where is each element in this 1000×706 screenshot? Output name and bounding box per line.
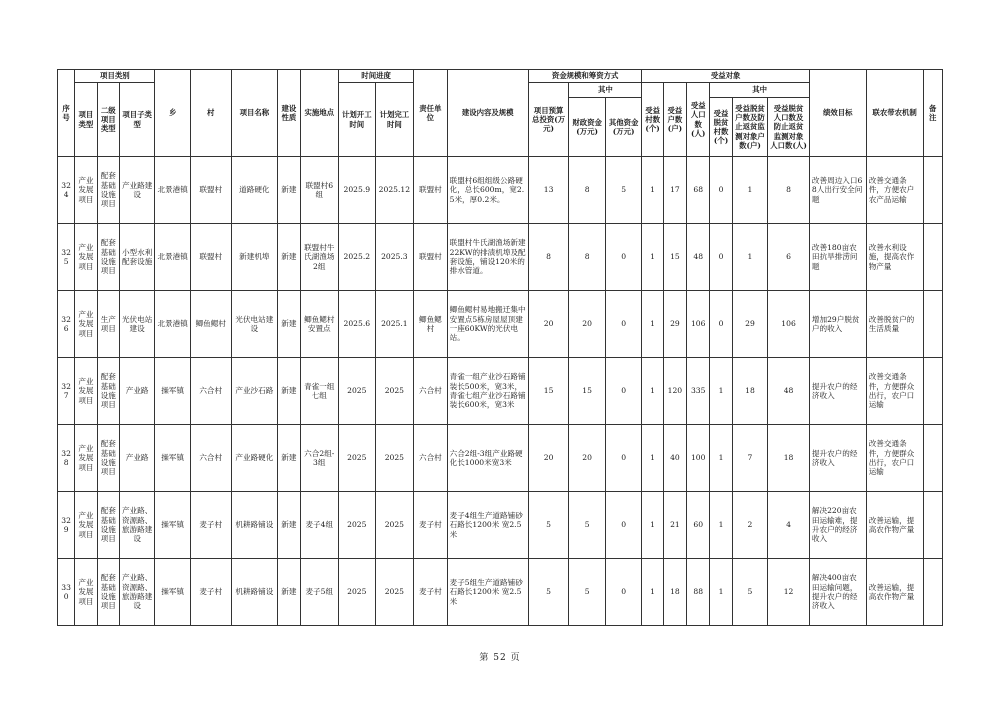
cell-nature: 新建 (278, 224, 300, 291)
cell-goal: 解决400亩农田运输问题，提升农户的经济收入 (809, 559, 866, 626)
cell-township: 北景港镇 (155, 157, 191, 224)
cell-content: 联盟村牛氏湖渔场新建22KW的排渍机埠及配套设施，铺设120米的排水管道。 (447, 224, 528, 291)
cell-budget: 13 (528, 157, 569, 224)
cell-sub-type: 产业路 (119, 358, 155, 425)
cell-seq: 330 (58, 559, 75, 626)
cell-unit: 联盟村 (414, 157, 447, 224)
cell-village: 联盟村 (190, 157, 231, 224)
cell-poor-population: 4 (768, 492, 810, 559)
cell-seq: 325 (58, 224, 75, 291)
cell-other: 0 (605, 425, 642, 492)
cell-plan-end: 2025 (375, 559, 414, 626)
cell-unit: 联盟村 (414, 224, 447, 291)
cell-other: 0 (605, 224, 642, 291)
cell-goal: 解决220亩农田运输难，提升农户的经济收入 (809, 492, 866, 559)
cell-seq: 329 (58, 492, 75, 559)
cell-content: 麦子4组生产道路铺砂石路长1200米 宽2.5米 (447, 492, 528, 559)
cell-township: 操军镇 (155, 425, 191, 492)
cell-seq: 326 (58, 291, 75, 358)
cell-poor-households: 18 (732, 358, 768, 425)
cell-sub-type: 产业路建设 (119, 157, 155, 224)
cell-villages: 1 (642, 224, 663, 291)
cell-population: 60 (687, 492, 710, 559)
cell-nature: 新建 (278, 559, 300, 626)
header-poor-villages: 受益脱贫村数(个) (710, 98, 732, 157)
cell-project-name: 机耕路铺设 (231, 559, 278, 626)
cell-plan-end: 2025 (375, 425, 414, 492)
cell-remark (923, 358, 942, 425)
cell-project-name: 光伏电站建设 (231, 291, 278, 358)
cell-plan-start: 2025.2 (339, 224, 376, 291)
cell-villages: 1 (642, 358, 663, 425)
header-budget: 项目预算总投资(万元) (528, 83, 569, 157)
header-location: 实施地点 (300, 70, 339, 157)
cell-project-name: 新建机埠 (231, 224, 278, 291)
cell-population: 88 (687, 559, 710, 626)
cell-content: 六合2组-3组产业路硬化长1000米宽3米 (447, 425, 528, 492)
cell-remark (923, 492, 942, 559)
cell-population: 68 (687, 157, 710, 224)
cell-sub-type: 产业路、资源路、旅游路建设 (119, 559, 155, 626)
cell-population: 48 (687, 224, 710, 291)
cell-households: 29 (663, 291, 686, 358)
cell-households: 21 (663, 492, 686, 559)
cell-content: 鲫鱼鳃村易地搬迁集中安置点5栋房屋屋顶建一座60KW的光伏电站。 (447, 291, 528, 358)
cell-project-type: 产业发展项目 (75, 358, 97, 425)
cell-village: 麦子村 (190, 559, 231, 626)
cell-plan-end: 2025.12 (375, 157, 414, 224)
cell-goal: 改善周边入口68人出行安全问题 (809, 157, 866, 224)
header-village: 村 (190, 70, 231, 157)
cell-township: 北景港镇 (155, 291, 191, 358)
cell-population: 106 (687, 291, 710, 358)
cell-mechanism: 改善运输，提高农作物产量 (866, 559, 923, 626)
cell-project-type: 产业发展项目 (75, 224, 97, 291)
cell-fiscal: 8 (569, 224, 606, 291)
table-row (58, 157, 943, 224)
header-project-name: 项目名称 (231, 70, 278, 157)
header-poor-households: 受益脱贫户数及防止返贫监测对象户数(户) (732, 98, 768, 157)
cell-project-type: 产业发展项目 (75, 559, 97, 626)
cell-plan-end: 2025.1 (375, 291, 414, 358)
cell-sub-type: 产业路 (119, 425, 155, 492)
cell-secondary-type: 配套基础设施项目 (97, 492, 119, 559)
cell-seq: 324 (58, 157, 75, 224)
cell-households: 18 (663, 559, 686, 626)
header-plan-start: 计划开工时间 (339, 83, 376, 157)
cell-location: 青雀一组七组 (300, 358, 339, 425)
header-goal: 绩效目标 (809, 70, 866, 157)
cell-poor-villages: 0 (710, 224, 732, 291)
cell-location: 鲫鱼鳃村安置点 (300, 291, 339, 358)
cell-nature: 新建 (278, 492, 300, 559)
cell-mechanism: 改善水利设施，提高农作物产量 (866, 224, 923, 291)
cell-content: 麦子5组生产道路铺砂石路长1200米 宽2.5米 (447, 559, 528, 626)
cell-project-name: 产业路硬化 (231, 425, 278, 492)
cell-remark (923, 559, 942, 626)
cell-plan-start: 2025.9 (339, 157, 376, 224)
header-unit: 责任单位 (414, 70, 447, 157)
cell-plan-start: 2025 (339, 425, 376, 492)
cell-location: 六合2组-3组 (300, 425, 339, 492)
cell-village: 联盟村 (190, 224, 231, 291)
cell-sub-type: 产业路、资源路、旅游路建设 (119, 492, 155, 559)
table-row (58, 559, 943, 626)
cell-households: 40 (663, 425, 686, 492)
cell-village: 鲫鱼鳃村 (190, 291, 231, 358)
cell-population: 335 (687, 358, 710, 425)
cell-secondary-type: 配套基础设施项目 (97, 224, 119, 291)
cell-fiscal: 20 (569, 291, 606, 358)
table-row (58, 291, 943, 358)
cell-households: 120 (663, 358, 686, 425)
header-project-type: 项目类型 (75, 83, 97, 157)
cell-budget: 20 (528, 291, 569, 358)
cell-sub-type: 小型水利配套设施 (119, 224, 155, 291)
table-header (58, 70, 943, 157)
cell-poor-population: 48 (768, 358, 810, 425)
cell-poor-villages: 0 (710, 157, 732, 224)
cell-plan-start: 2025 (339, 492, 376, 559)
cell-fiscal: 15 (569, 358, 606, 425)
cell-villages: 1 (642, 157, 663, 224)
cell-poor-population: 6 (768, 224, 810, 291)
cell-fiscal: 5 (569, 492, 606, 559)
cell-project-type: 产业发展项目 (75, 492, 97, 559)
cell-poor-population: 12 (768, 559, 810, 626)
cell-budget: 5 (528, 559, 569, 626)
header-among2: 其中 (710, 83, 810, 98)
cell-villages: 1 (642, 291, 663, 358)
cell-poor-households: 5 (732, 559, 768, 626)
cell-project-type: 产业发展项目 (75, 291, 97, 358)
cell-secondary-type: 配套基础设施项目 (97, 425, 119, 492)
header-poor-population: 受益脱贫人口数及防止返贫监测对象人口数(人) (768, 98, 810, 157)
cell-nature: 新建 (278, 157, 300, 224)
header-remark: 备注 (923, 70, 942, 157)
cell-poor-villages: 1 (710, 559, 732, 626)
cell-secondary-type: 配套基础设施项目 (97, 559, 119, 626)
header-nature: 建设性质 (278, 70, 300, 157)
table-row (58, 425, 943, 492)
cell-seq: 328 (58, 425, 75, 492)
cell-budget: 15 (528, 358, 569, 425)
cell-poor-population: 106 (768, 291, 810, 358)
cell-villages: 1 (642, 425, 663, 492)
cell-fiscal: 8 (569, 157, 606, 224)
cell-poor-households: 29 (732, 291, 768, 358)
cell-location: 麦子4组 (300, 492, 339, 559)
cell-remark (923, 425, 942, 492)
cell-project-type: 产业发展项目 (75, 157, 97, 224)
cell-village: 六合村 (190, 425, 231, 492)
header-category-group: 项目类别 (75, 70, 155, 83)
table-row (58, 492, 943, 559)
cell-nature: 新建 (278, 425, 300, 492)
cell-households: 15 (663, 224, 686, 291)
table-row (58, 358, 943, 425)
header-beneficiary-group: 受益对象 (642, 70, 809, 83)
cell-villages: 1 (642, 559, 663, 626)
cell-poor-villages: 1 (710, 425, 732, 492)
cell-remark (923, 224, 942, 291)
cell-goal: 提升农户的经济收入 (809, 358, 866, 425)
cell-other: 5 (605, 157, 642, 224)
cell-township: 操军镇 (155, 559, 191, 626)
header-fiscal: 财政资金(万元) (569, 98, 606, 157)
header-population: 受益人口数(人) (687, 83, 710, 157)
project-table (57, 69, 943, 626)
cell-plan-start: 2025.6 (339, 291, 376, 358)
header-township: 乡 (155, 70, 191, 157)
cell-secondary-type: 配套基础设施项目 (97, 157, 119, 224)
cell-budget: 8 (528, 224, 569, 291)
cell-unit: 麦子村 (414, 492, 447, 559)
cell-budget: 5 (528, 492, 569, 559)
cell-mechanism: 改善运输，提高农作物产量 (866, 492, 923, 559)
cell-mechanism: 改善脱贫户的生活质量 (866, 291, 923, 358)
cell-mechanism: 改善交通条件，方便群众出行，农户口运输 (866, 425, 923, 492)
page-number: 第 52 页 (479, 653, 521, 663)
cell-plan-start: 2025 (339, 559, 376, 626)
header-plan-end: 计划完工时间 (375, 83, 414, 157)
cell-seq: 327 (58, 358, 75, 425)
cell-content: 联盟村6组组级公路硬化，总长600m，宽2.5米，厚0.2米。 (447, 157, 528, 224)
table-body (58, 157, 943, 626)
cell-households: 17 (663, 157, 686, 224)
header-among: 其中 (569, 83, 642, 98)
header-other: 其他资金(万元) (605, 98, 642, 157)
cell-township: 操军镇 (155, 492, 191, 559)
cell-plan-start: 2025 (339, 358, 376, 425)
cell-other: 0 (605, 291, 642, 358)
cell-poor-villages: 1 (710, 492, 732, 559)
cell-location: 联盟村牛氏湖渔场2组 (300, 224, 339, 291)
cell-poor-population: 18 (768, 425, 810, 492)
cell-poor-households: 1 (732, 224, 768, 291)
cell-goal: 改善180亩农田抗旱排涝问题 (809, 224, 866, 291)
cell-poor-households: 1 (732, 157, 768, 224)
cell-poor-population: 8 (768, 157, 810, 224)
cell-content: 青雀一组产业沙石路铺装长500米，宽3米，青雀七组产业沙石路铺装长600米，宽3米 (447, 358, 528, 425)
header-households: 受益户数(户) (663, 83, 686, 157)
cell-nature: 新建 (278, 358, 300, 425)
cell-secondary-type: 生产项目 (97, 291, 119, 358)
cell-unit: 六合村 (414, 358, 447, 425)
cell-remark (923, 157, 942, 224)
cell-poor-villages: 0 (710, 291, 732, 358)
cell-fiscal: 5 (569, 559, 606, 626)
cell-goal: 提升农户的经济收入 (809, 425, 866, 492)
cell-location: 麦子5组 (300, 559, 339, 626)
cell-nature: 新建 (278, 291, 300, 358)
cell-poor-households: 2 (732, 492, 768, 559)
cell-villages: 1 (642, 492, 663, 559)
cell-remark (923, 291, 942, 358)
header-funding-group: 资金规模和筹资方式 (528, 70, 642, 83)
table-row (58, 224, 943, 291)
header-sub-type: 项目子类型 (119, 83, 155, 157)
header-schedule-group: 时间进度 (339, 70, 414, 83)
cell-mechanism: 改善交通条件，方便群众出行，农户口运输 (866, 358, 923, 425)
cell-unit: 六合村 (414, 425, 447, 492)
cell-unit: 麦子村 (414, 559, 447, 626)
cell-secondary-type: 配套基础设施项目 (97, 358, 119, 425)
cell-township: 操军镇 (155, 358, 191, 425)
header-seq: 序号 (58, 70, 75, 157)
cell-village: 六合村 (190, 358, 231, 425)
cell-sub-type: 光伏电站建设 (119, 291, 155, 358)
cell-plan-end: 2025 (375, 492, 414, 559)
cell-poor-villages: 1 (710, 358, 732, 425)
cell-plan-end: 2025 (375, 358, 414, 425)
cell-mechanism: 改善交通条件，方便农户农产品运输 (866, 157, 923, 224)
cell-budget: 20 (528, 425, 569, 492)
cell-other: 0 (605, 559, 642, 626)
cell-village: 麦子村 (190, 492, 231, 559)
cell-fiscal: 20 (569, 425, 606, 492)
cell-other: 0 (605, 358, 642, 425)
cell-population: 100 (687, 425, 710, 492)
cell-project-name: 产业沙石路 (231, 358, 278, 425)
cell-other: 0 (605, 492, 642, 559)
header-mechanism: 联农带农机制 (866, 70, 923, 157)
cell-unit: 鲫鱼鳃村 (414, 291, 447, 358)
cell-township: 北景港镇 (155, 224, 191, 291)
header-content: 建设内容及规模 (447, 70, 528, 157)
cell-plan-end: 2025.3 (375, 224, 414, 291)
header-villages: 受益村数(个) (642, 83, 663, 157)
cell-goal: 增加29户脱贫户的收入 (809, 291, 866, 358)
cell-project-name: 道路硬化 (231, 157, 278, 224)
header-secondary-type: 二级项目类型 (97, 83, 119, 157)
cell-poor-households: 7 (732, 425, 768, 492)
cell-project-type: 产业发展项目 (75, 425, 97, 492)
cell-location: 联盟村6组 (300, 157, 339, 224)
cell-project-name: 机耕路铺设 (231, 492, 278, 559)
